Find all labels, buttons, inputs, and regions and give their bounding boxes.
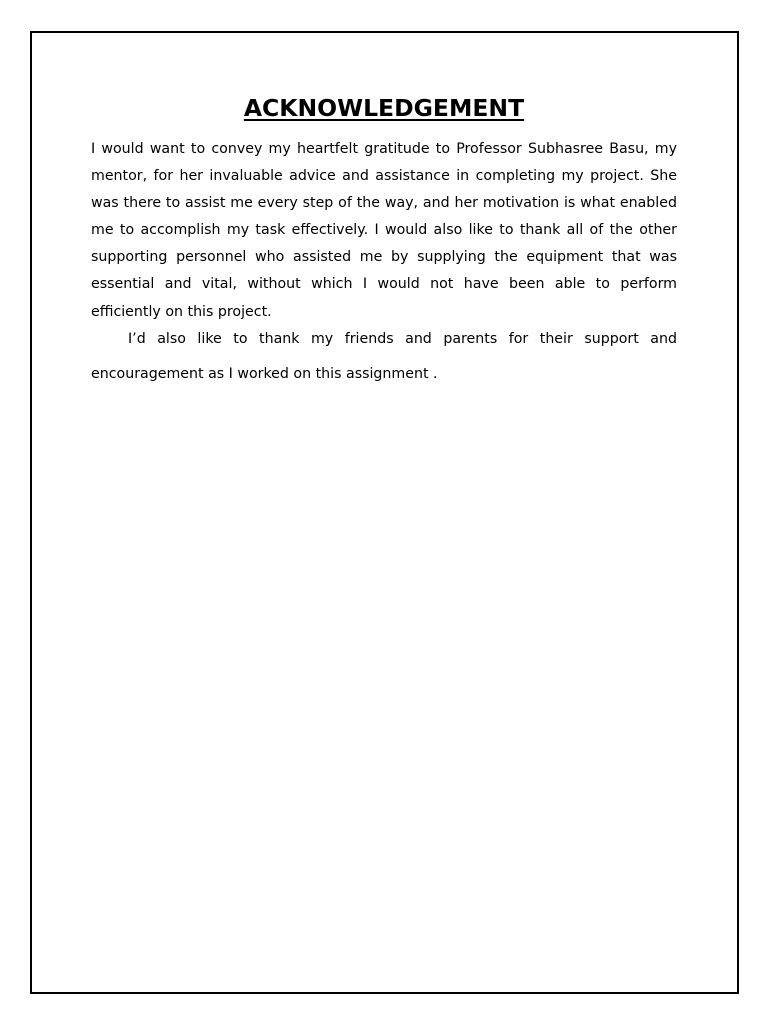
- acknowledgement-paragraph-2: [91, 326, 677, 388]
- page-title: ACKNOWLEDGEMENT: [243, 94, 525, 122]
- acknowledgement-paragraph-2-line-2: encouragement as I worked on this assignment .: [91, 366, 438, 383]
- acknowledgement-paragraph-1: I would want to convey my heartfelt gratitude to Professor Subhasree Basu, my mentor, for her invaluable advice and assistance in completing my project. She was there to assist me every step of the way, and her motivation is what enabled me to accomplish my task effectively. I would also like to thank all of the other supporting personnel who assisted me by supplying the equipment that was essential and vital, without which I would not have been able to perform efficiently on this project.: [91, 141, 677, 320]
- acknowledgement-paragraph-2-line-1: I’d also like to thank my friends and parents for their support and: [128, 331, 677, 347]
